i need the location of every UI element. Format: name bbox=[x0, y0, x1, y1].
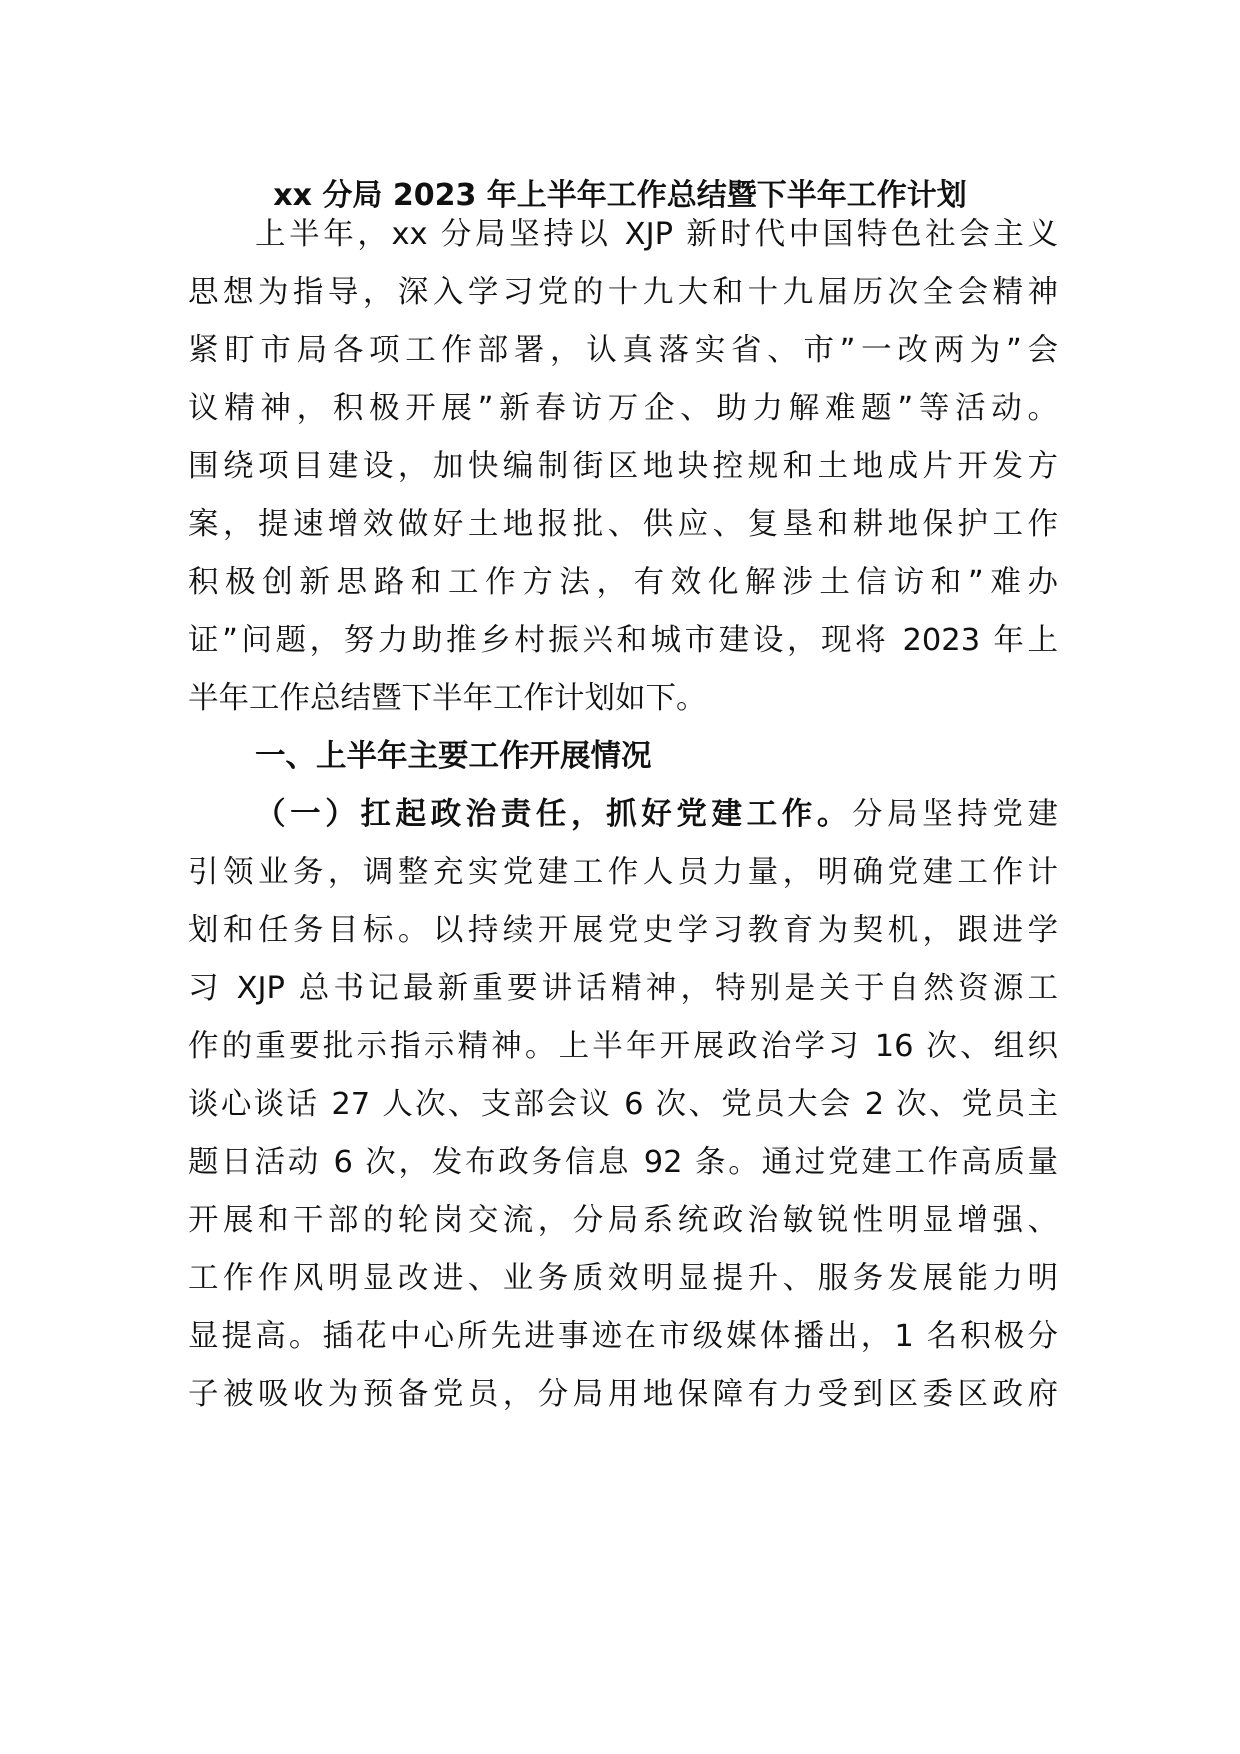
intro-line: 上半年，xx 分局坚持以 XJP 新时代中国特色社会主义 bbox=[255, 217, 1058, 252]
body-line: 工作作风明显改进、业务质效明显提升、服务发展能力明 bbox=[188, 1261, 1058, 1296]
intro-line: 积极创新思路和工作方法，有效化解涉土信访和”难办 bbox=[188, 565, 1058, 600]
subsection-first-line bbox=[255, 783, 1058, 847]
intro-line: 紧盯市局各项工作部署，认真落实省、市”一改两为”会 bbox=[188, 333, 1058, 368]
intro-line: 议精神，积极开展”新春访万企、助力解难题”等活动。 bbox=[188, 391, 1058, 426]
body-line: 谈心谈话 27 人次、支部会议 6 次、党员大会 2 次、党员主 bbox=[188, 1087, 1058, 1122]
intro-line: 围绕项目建设，加快编制街区地块控规和土地成片开发方 bbox=[188, 449, 1058, 484]
intro-line: 案，提速增效做好土地报批、供应、复垦和耕地保护工作 bbox=[188, 507, 1058, 542]
section-heading: 一、上半年主要工作开展情况 bbox=[255, 739, 652, 774]
body-line: 题日活动 6 次，发布政务信息 92 条。通过党建工作高质量 bbox=[188, 1145, 1058, 1180]
body-line: 划和任务目标。以持续开展党史学习教育为契机，跟进学 bbox=[188, 913, 1058, 948]
body-line: 开展和干部的轮岗交流，分局系统政治敏锐性明显增强、 bbox=[188, 1203, 1058, 1238]
subsection-heading: （一）扛起政治责任，抓好党建工作。 bbox=[255, 797, 852, 832]
body-line: 子被吸收为预备党员，分局用地保障有力受到区委区政府 bbox=[188, 1377, 1058, 1412]
intro-line: 思想为指导，深入学习党的十九大和十九届历次全会精神 bbox=[188, 275, 1058, 310]
body-line: 显提高。插花中心所先进事迹在市级媒体播出，1 名积极分 bbox=[188, 1319, 1058, 1354]
intro-line: 证”问题，努力助推乡村振兴和城市建设，现将 2023 年上 bbox=[188, 623, 1058, 658]
document-title: xx 分局 2023 年上半年工作总结暨下半年工作计划 bbox=[273, 178, 967, 213]
body-line: 作的重要批示指示精神。上半年开展政治学习 16 次、组织 bbox=[188, 1029, 1058, 1064]
body-line: 引领业务，调整充实党建工作人员力量，明确党建工作计 bbox=[188, 855, 1058, 890]
intro-line: 半年工作总结暨下半年工作计划如下。 bbox=[188, 681, 707, 716]
body-line: 习 XJP 总书记最新重要讲话精神，特别是关于自然资源工 bbox=[188, 971, 1058, 1006]
subsection-first-text: 分局坚持党建 bbox=[851, 797, 1059, 832]
